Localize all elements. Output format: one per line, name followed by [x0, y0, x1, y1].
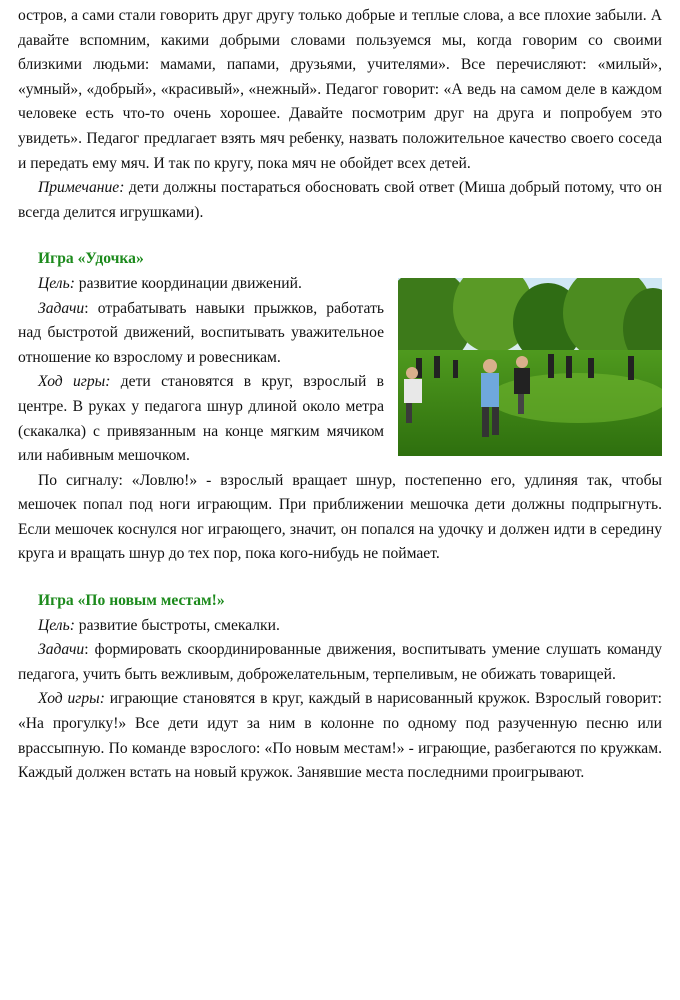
- game-udochka-title: Игра «Удочка»: [38, 250, 144, 268]
- note-label: Примечание:: [38, 179, 125, 197]
- game-udochka-section: [18, 247, 662, 567]
- intro-note: [18, 176, 662, 225]
- progress-text: играющие становятся в круг, каждый в нарисованный кружок. Взрослый говорит: «На прогулку!» Все дети идут за ним в колонне по одному под разученную песню или врассыпную. По команде взрослого: «По новым местам!» - играющие, разбегаются по кружкам. Каждый должен встать на новый кружок. Занявшие места последними проигрывают.: [18, 690, 662, 782]
- tasks-text: : отрабатывать навыки прыжков, работать над быстротой движений, воспитывать уважительное отношение ко взрослому и ровесникам.: [18, 299, 384, 366]
- tasks-text: : формировать скоординированные движения, воспитывать умение слушать команду педагога, учить быть вежливым, доброжелательным, терпеливым, не обижать товарищей.: [18, 641, 662, 683]
- goal-label: Цель:: [38, 616, 75, 634]
- goal-label: Цель:: [38, 274, 75, 292]
- children-playing-photo: [398, 278, 662, 456]
- game-udochka-signal: По сигналу: «Ловлю!» - взрослый вращает шнур, постепенно его, удлиняя так, чтобы мешочек попал под ноги играющим. При приближении мешочка дети должны подпрыгнуть. Если мешочек коснулся ног играющего, значит, он попался на удочку и должен идти в середину круга и вращать шнур до тех пор, пока кого-нибудь не поймает.: [18, 471, 662, 563]
- game-new-places-goal: [18, 614, 662, 639]
- game-new-places-progress: [18, 687, 662, 785]
- tasks-label: Задачи: [38, 299, 85, 317]
- tasks-label: Задачи: [38, 641, 85, 659]
- intro-paragraph: остров, а сами стали говорить друг другу только добрые и теплые слова, а все плохие забыли. А давайте вспомним, какими добрыми словами пользуемся мы, когда говорим со своими близкими людьми: мамами, папами, друзьями, учителями». Все перечисляют: «милый», «умный», «добрый», «красивый», «нежный». Педагог говорит: «А ведь на самом деле в каждом человеке есть что-то очень хорошее. Давайте посмотрим друг на друга и попробуем это увидеть». Педагог предлагает взять мяч ребенку, назвать положительное качество своего соседа и передать ему мяч. И так по кругу, пока мяч не обойдет всех детей.: [18, 7, 662, 172]
- progress-text: дети становятся в круг, взрослый в центре. В руках у педагога шнур длиной около метра (скакалка) с привязанным на конце мягким мячиком или набивным мешочком.: [18, 373, 384, 465]
- game-new-places-tasks: [18, 638, 662, 687]
- goal-text: развитие координации движений.: [74, 274, 302, 292]
- document-page: [18, 4, 662, 786]
- progress-label: Ход игры:: [38, 690, 105, 708]
- game-new-places-title: Игра «По новым местам!»: [38, 592, 225, 610]
- game-new-places-section: [18, 589, 662, 786]
- goal-text: развитие быстроты, смекалки.: [74, 616, 280, 634]
- note-text: дети должны постараться обосновать свой ответ (Миша добрый потому, что он всегда делится игрушками).: [18, 179, 662, 221]
- progress-label: Ход игры:: [38, 373, 111, 391]
